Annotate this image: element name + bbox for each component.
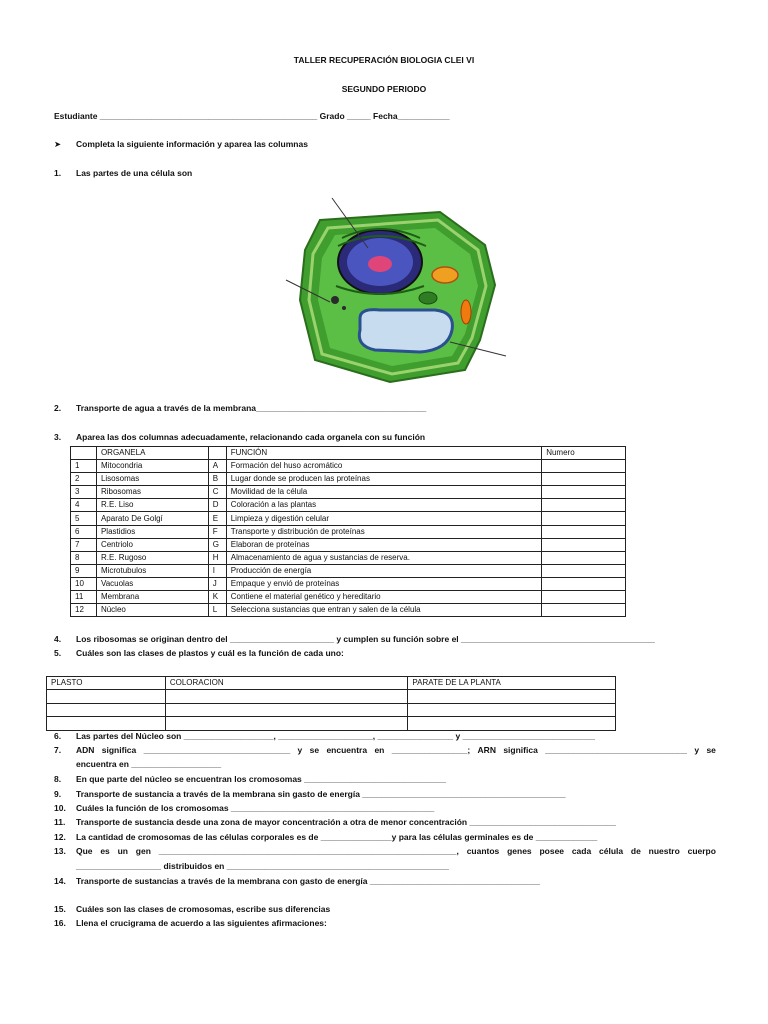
word: cuantos (466, 846, 500, 856)
answer-cell[interactable] (542, 460, 626, 473)
table-row (71, 538, 626, 551)
word: ADN (76, 745, 95, 755)
question-number: 5. (54, 648, 62, 658)
table-cell: C (208, 486, 226, 499)
word: Que (76, 846, 93, 856)
question-2-text[interactable]: Transporte de agua a través de la membrana____________________________________ (76, 403, 427, 413)
table-cell: Ribosomas (96, 486, 208, 499)
table-cell: 11 (71, 591, 97, 604)
table-header-row (47, 677, 616, 690)
table-header-cell: Numero (542, 447, 626, 460)
table-cell: R.E. Liso (96, 499, 208, 512)
organelle-matching-table (70, 446, 626, 617)
word: ________________; (391, 745, 471, 755)
ribosome (342, 306, 346, 310)
question-number: 6. (54, 731, 62, 741)
table-cell: Aparato De Golgí (96, 512, 208, 525)
word: significa (101, 745, 137, 755)
table-row (47, 717, 616, 730)
question-3-text: Aparea las dos columnas adecuadamente, relacionando cada organela con su función (76, 432, 426, 442)
question-number: 8. (54, 774, 62, 784)
table-cell: 3 (71, 486, 97, 499)
table-cell: 5 (71, 512, 97, 525)
question-6-text[interactable]: Las partes del Núcleo son ___________________, ____________________, ________________ y ____________________________ (76, 731, 595, 741)
question-12-text[interactable]: La cantidad de cromosomas de las células corporales es de _______________y para las células germinales es de _____________ (76, 832, 598, 842)
word: y (297, 745, 303, 755)
question-number: 9. (54, 789, 62, 799)
word: _______________________________ (143, 745, 291, 755)
table-cell: Coloración a las plantas (226, 499, 541, 512)
answer-cell[interactable] (542, 486, 626, 499)
answer-cell[interactable] (47, 703, 166, 716)
question-4-text[interactable]: Los ribosomas se originan dentro del ______________________ y cumplen su función sobre el _________________________________________ (76, 634, 655, 644)
word: genes (507, 846, 532, 856)
table-row (47, 690, 616, 703)
word: célula (599, 846, 624, 856)
answer-cell[interactable] (542, 577, 626, 590)
table-cell: Limpieza y digestión celular (226, 512, 541, 525)
table-row (71, 499, 626, 512)
question-number: 4. (54, 634, 62, 644)
table-cell: R.E. Rugoso (96, 551, 208, 564)
question-number: 3. (54, 432, 62, 442)
table-header-cell: PLASTO (47, 677, 166, 690)
table-row (71, 460, 626, 473)
question-number: 12. (54, 832, 66, 842)
plant-cell-illustration (280, 190, 520, 390)
question-number: 14. (54, 876, 66, 886)
table-row (71, 551, 626, 564)
table-cell: A (208, 460, 226, 473)
table-cell: Producción de energía (226, 564, 541, 577)
table-cell: Almacenamiento de agua y sustancias de reserva. (226, 551, 541, 564)
table-row (47, 703, 616, 716)
table-row (71, 564, 626, 577)
answer-cell[interactable] (165, 703, 408, 716)
table-cell: F (208, 525, 226, 538)
answer-cell[interactable] (542, 591, 626, 604)
table-cell: Centriolo (96, 538, 208, 551)
bullet-arrow-icon: ➤ (54, 139, 62, 149)
table-cell: K (208, 591, 226, 604)
nucleolus (368, 256, 392, 272)
table-cell: Núcleo (96, 604, 208, 617)
question-number: 13. (54, 846, 66, 856)
table-cell: B (208, 473, 226, 486)
table-cell: I (208, 564, 226, 577)
question-1-text: Las partes de una célula son (76, 168, 193, 178)
answer-cell[interactable] (408, 703, 616, 716)
question-5-text: Cuáles son las clases de plastos y cuál es la función de cada uno: (76, 648, 344, 658)
answer-cell[interactable] (165, 717, 408, 730)
table-header-cell: ORGANELA (96, 447, 208, 460)
answer-cell[interactable] (542, 538, 626, 551)
question-7-line-1[interactable] (76, 745, 716, 756)
vacuole (359, 310, 452, 352)
table-cell: 9 (71, 564, 97, 577)
word: cada (571, 846, 592, 856)
page-subtitle: SEGUNDO PERIODO (341, 84, 427, 94)
word: un (117, 846, 128, 856)
table-row (71, 473, 626, 486)
question-number: 16. (54, 918, 66, 928)
table-header-cell: FUNCIÓN (226, 447, 541, 460)
word: se (706, 745, 716, 755)
word: y (694, 745, 700, 755)
table-cell: Lisosomas (96, 473, 208, 486)
word: significa (503, 745, 538, 755)
answer-cell[interactable] (542, 473, 626, 486)
table-row (71, 604, 626, 617)
answer-cell[interactable] (47, 717, 166, 730)
word: nuestro (648, 846, 680, 856)
table-cell: 8 (71, 551, 97, 564)
chloroplast (461, 300, 471, 324)
word: encuentra (326, 745, 368, 755)
table-row (71, 577, 626, 590)
question-15-text: Cuáles son las clases de cromosomas, escribe sus diferencias (76, 904, 331, 914)
table-header-cell (71, 447, 97, 460)
answer-cell[interactable] (165, 690, 408, 703)
table-header-cell: PARATE DE LA PLANTA (408, 677, 616, 690)
table-cell: Mitocondria (96, 460, 208, 473)
table-cell: L (208, 604, 226, 617)
answer-cell[interactable] (542, 525, 626, 538)
question-number: 11. (54, 817, 66, 827)
table-cell: 4 (71, 499, 97, 512)
page-title: TALLER RECUPERACIÓN BIOLOGIA CLEI VI (293, 55, 475, 65)
table-cell: H (208, 551, 226, 564)
answer-cell[interactable] (408, 717, 616, 730)
table-row (71, 525, 626, 538)
word: posee (539, 846, 565, 856)
table-cell: Elaboran de proteínas (226, 538, 541, 551)
question-16-text: Llena el crucigrama de acuerdo a las siguientes afirmaciones: (76, 918, 327, 928)
table-cell: Movilidad de la célula (226, 486, 541, 499)
table-cell: Plastidios (96, 525, 208, 538)
plasto-table (46, 676, 616, 731)
answer-cell[interactable] (542, 564, 626, 577)
table-cell: Empaque y envió de proteínas (226, 577, 541, 590)
answer-cell[interactable] (542, 499, 626, 512)
table-header-row (71, 447, 626, 460)
question-13-line-1[interactable] (76, 846, 716, 857)
table-row (71, 512, 626, 525)
word: en (374, 745, 385, 755)
table-cell: J (208, 577, 226, 590)
question-10-text[interactable]: Cuáles la función de los cromosomas ___________________________________________ (76, 803, 435, 813)
question-number: 1. (54, 168, 62, 178)
question-number: 7. (54, 745, 62, 755)
table-row (71, 486, 626, 499)
table-cell: 2 (71, 473, 97, 486)
question-number: 2. (54, 403, 62, 413)
table-cell: Contiene el material genético y hereditario (226, 591, 541, 604)
student-info-line: Estudiante ______________________________________________ Grado _____ Fecha___________ (54, 111, 450, 121)
table-row (71, 591, 626, 604)
answer-cell[interactable] (408, 690, 616, 703)
table-cell: Vacuolas (96, 577, 208, 590)
question-11-text[interactable]: Transporte de sustancia desde una zona de mayor concentración a otra de menor concentración _______________________________ (76, 817, 617, 827)
question-14-text[interactable]: Transporte de sustancias a través de la membrana con gasto de energía ____________________________________ (76, 876, 541, 886)
word: _______________________________________________________________, (158, 846, 459, 856)
question-9-text[interactable]: Transporte de sustancia a través de la membrana sin gasto de energía ___________________________________________ (76, 789, 566, 799)
word: gen (135, 846, 151, 856)
answer-cell[interactable] (542, 551, 626, 564)
instruction-text: Completa la siguiente información y aparea las columnas (76, 139, 308, 149)
question-8-text[interactable]: En que parte del núcleo se encuentran los cromosomas ______________________________ (76, 774, 446, 784)
table-cell: Transporte y distribución de proteínas (226, 525, 541, 538)
chloroplast (419, 292, 437, 304)
question-number: 15. (54, 904, 66, 914)
table-cell: Microtubulos (96, 564, 208, 577)
question-number: 10. (54, 803, 66, 813)
word: de (630, 846, 641, 856)
question-13-line-2[interactable]: __________________ distribuidos en _______________________________________________ (76, 861, 449, 871)
word: se (309, 745, 320, 755)
question-7-line-2[interactable]: encuentra en ___________________ (76, 759, 222, 769)
table-cell: G (208, 538, 226, 551)
word: ______________________________ (545, 745, 687, 755)
table-cell: 7 (71, 538, 97, 551)
table-cell: Selecciona sustancias que entran y salen de la célula (226, 604, 541, 617)
table-cell: Lugar donde se producen las proteínas (226, 473, 541, 486)
table-cell: 6 (71, 525, 97, 538)
table-cell: 1 (71, 460, 97, 473)
ribosome (331, 296, 339, 304)
word: ARN (477, 745, 496, 755)
word: es (100, 846, 110, 856)
word: cuerpo (687, 846, 716, 856)
answer-cell[interactable] (542, 604, 626, 617)
answer-cell[interactable] (542, 512, 626, 525)
table-header-cell: COLORACION (165, 677, 408, 690)
table-cell: 10 (71, 577, 97, 590)
table-cell: E (208, 512, 226, 525)
answer-cell[interactable] (47, 690, 166, 703)
table-cell: 12 (71, 604, 97, 617)
table-header-cell (208, 447, 226, 460)
table-cell: Formación del huso acromático (226, 460, 541, 473)
table-cell: Membrana (96, 591, 208, 604)
mitochondrion (432, 267, 458, 283)
table-cell: D (208, 499, 226, 512)
